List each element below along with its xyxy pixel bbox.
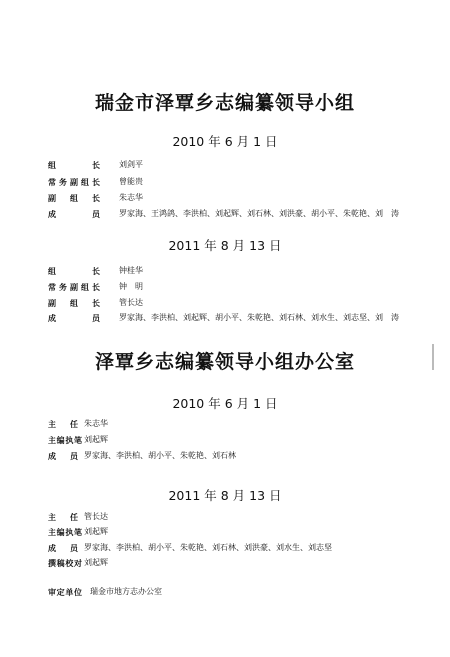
role-label: 成 员 xyxy=(48,209,100,219)
review-unit: 瑞金市地方志办公室 xyxy=(90,587,162,596)
member-name: 刘起辉 xyxy=(84,558,108,567)
role-label: 副组长 xyxy=(48,193,100,203)
date-heading: 2010 年 6 月 1 日 xyxy=(172,134,278,149)
date-heading: 2010 年 6 月 1 日 xyxy=(172,396,278,411)
role-label: 常务副组长 xyxy=(48,282,100,292)
role-label: 成 员 xyxy=(48,313,100,323)
member-name: 钟桂华 xyxy=(119,266,143,275)
review-label: 审定单位 xyxy=(48,587,82,597)
role-label: 常务副组长 xyxy=(48,177,100,187)
date-heading: 2011 年 8 月 13 日 xyxy=(168,238,282,253)
role-label: 主 任 xyxy=(48,512,78,522)
scan-artifact xyxy=(432,344,434,370)
role-label: 成 员 xyxy=(48,451,78,461)
role-label: 主编执笔 xyxy=(48,527,82,537)
member-name: 罗家海、李洪柏、胡小平、朱乾艳、刘石林 xyxy=(84,451,236,460)
page-title: 瑞金市泽覃乡志编纂领导小组 xyxy=(94,92,355,114)
member-name: 曾能贵 xyxy=(119,177,143,186)
section-title: 泽覃乡志编纂领导小组办公室 xyxy=(94,351,355,373)
member-name: 管长达 xyxy=(84,512,108,521)
role-label: 撰稿校对 xyxy=(48,558,82,568)
role-label: 组 长 xyxy=(48,160,100,170)
role-label: 主编执笔 xyxy=(48,435,82,445)
member-name: 朱志华 xyxy=(84,419,108,428)
member-name: 罗家海、李洪柏、胡小平、朱乾艳、刘石林、刘洪豪、刘水生、刘志坚 xyxy=(84,543,332,552)
role-label: 主 任 xyxy=(48,419,78,429)
role-label: 成 员 xyxy=(48,543,78,553)
member-name: 朱志华 xyxy=(119,193,143,202)
member-name: 刘起辉 xyxy=(84,435,108,444)
member-name: 钟 明 xyxy=(119,282,143,291)
role-label: 组 长 xyxy=(48,266,100,276)
member-name: 罗家海、李洪柏、刘起辉、胡小平、朱乾艳、刘石林、刘水生、刘志坚、刘 涛 xyxy=(119,313,399,322)
member-name: 刘剑平 xyxy=(119,160,143,169)
date-heading: 2011 年 8 月 13 日 xyxy=(168,488,282,503)
member-name: 管长达 xyxy=(119,298,143,307)
member-name: 罗家海、王鸿鸽、李洪柏、刘起辉、刘石林、刘洪豪、胡小平、朱乾艳、刘 涛 xyxy=(119,209,399,218)
member-name: 刘起辉 xyxy=(84,527,108,536)
role-label: 副组长 xyxy=(48,298,100,308)
